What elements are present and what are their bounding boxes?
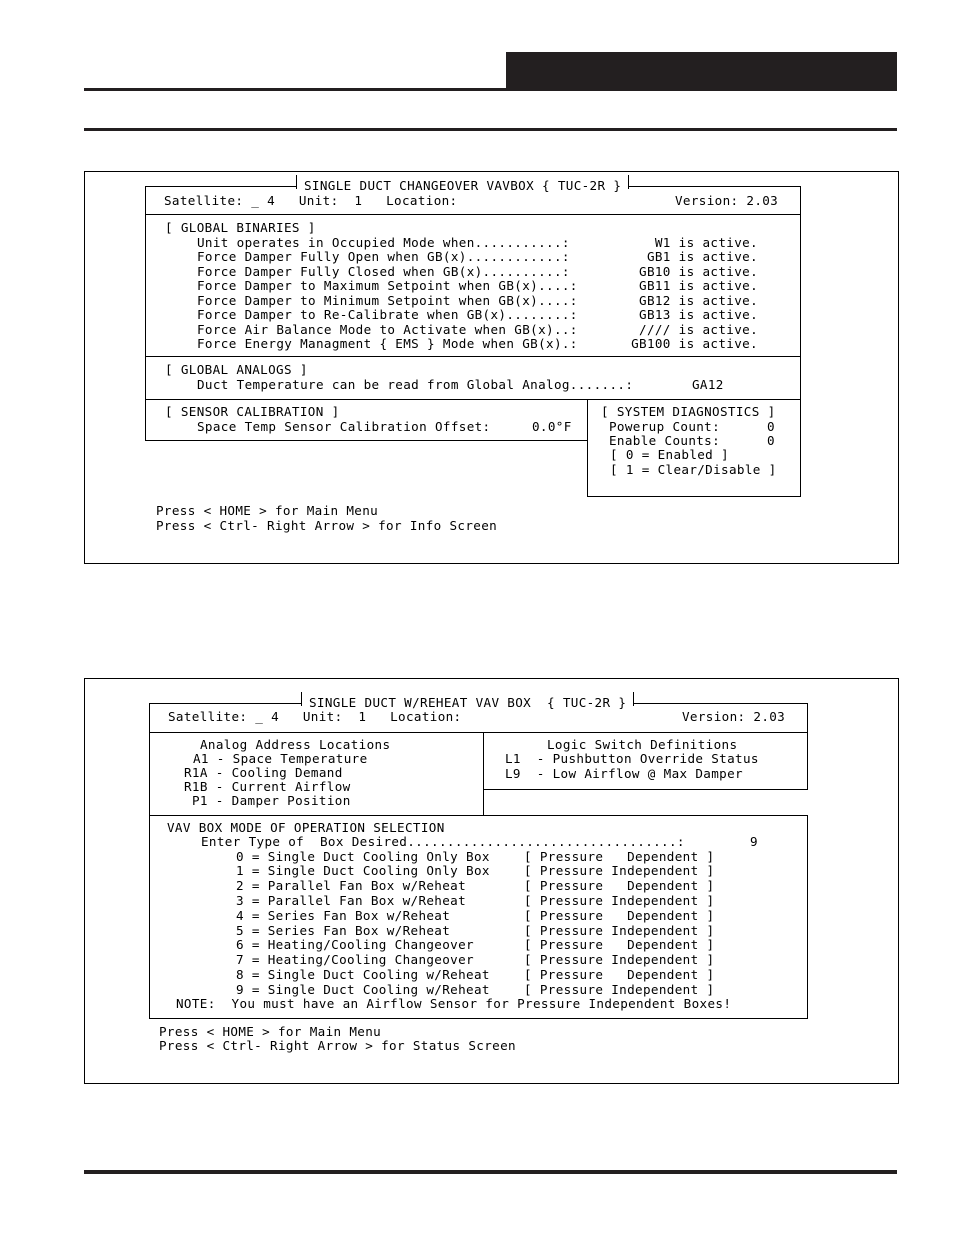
mode-option-type: [ Pressure Independent ] — [524, 863, 715, 879]
analog-row: R1A - Cooling Demand — [184, 765, 343, 780]
mode-option-type: [ Pressure Dependent ] — [524, 848, 715, 864]
binary-row-value[interactable]: W1 is active. — [654, 234, 758, 250]
screen2-status-line: Satellite: _ 4 Unit: 1 Location: — [168, 709, 462, 724]
mode-option-type: [ Pressure Dependent ] — [524, 878, 715, 894]
mode-option-label: 5 = Series Fan Box w/Reheat — [236, 922, 451, 938]
binary-row-label: Force Damper to Maximum Setpoint when GB(x)....: — [197, 278, 578, 293]
analog-row: A1 - Space Temperature — [193, 751, 368, 766]
binary-row-value[interactable]: GB12 is active. — [639, 292, 758, 308]
mode-option-label: 6 = Heating/Cooling Changeover — [236, 937, 474, 953]
header-rule — [84, 88, 897, 91]
enable-counts-label: Enable Counts: — [609, 433, 721, 448]
logic-row: L1 - Pushbutton Override Status — [505, 751, 759, 766]
binary-row-value[interactable]: //// is active. — [639, 321, 758, 337]
section-rule — [84, 128, 897, 131]
global-analogs-header: [ GLOBAL ANALOGS ] — [165, 362, 308, 377]
mode-option-type: [ Pressure Independent ] — [524, 981, 715, 997]
system-diagnostics-header: [ SYSTEM DIAGNOSTICS ] — [601, 404, 776, 419]
screen1-status-line: Satellite: _ 4 Unit: 1 Location: — [164, 193, 458, 208]
mode-option-label: 3 = Parallel Fan Box w/Reheat — [236, 892, 467, 908]
binary-row-label: Force Damper Fully Closed when GB(x)..........: — [197, 263, 570, 279]
logic-row: L9 - Low Airflow @ Max Damper — [505, 766, 743, 781]
binary-row-label: Force Air Balance Mode to Activate when GB(x)..: — [197, 321, 578, 337]
footer-rule — [84, 1170, 897, 1174]
mode-option-label: 1 = Single Duct Cooling Only Box — [236, 863, 490, 879]
mode-option-type: [ Pressure Independent ] — [524, 952, 715, 968]
mode-selected-value[interactable]: 9 — [750, 834, 758, 849]
sensor-calibration-value[interactable]: 0.0°F — [532, 419, 572, 434]
mode-option-label: 0 = Single Duct Cooling Only Box — [236, 848, 490, 864]
screen2-footer-next: Press < Ctrl- Right Arrow > for Status Screen — [159, 1038, 516, 1053]
mode-prompt: Enter Type of Box Desired..................................: — [201, 834, 685, 849]
powerup-count-label: Powerup Count: — [609, 419, 721, 434]
screen2-footer-home: Press < HOME > for Main Menu — [159, 1024, 382, 1039]
powerup-count-value: 0 — [767, 419, 775, 434]
binary-row-value[interactable]: GB100 is active. — [631, 336, 758, 351]
mode-option-label: 2 = Parallel Fan Box w/Reheat — [236, 878, 467, 894]
sensor-calibration-label: Space Temp Sensor Calibration Offset: — [197, 419, 491, 434]
screen2-version: Version: 2.03 — [682, 709, 786, 724]
sensor-calibration-header: [ SENSOR CALIBRATION ] — [165, 404, 340, 419]
mode-note: NOTE: You must have an Airflow Sensor for Pressure Independent Boxes! — [176, 996, 732, 1011]
binary-row-value[interactable]: GB10 is active. — [639, 263, 758, 279]
enable-counts-value[interactable]: 0 — [767, 433, 775, 448]
binary-row-label: Unit operates in Occupied Mode when...........: — [197, 234, 570, 250]
binary-row-label: Force Energy Managment { EMS } Mode when GB(x).: — [197, 336, 578, 351]
mode-option-type: [ Pressure Dependent ] — [524, 966, 715, 982]
logic-header: Logic Switch Definitions — [547, 737, 738, 752]
global-analogs-value[interactable]: GA12 — [692, 377, 724, 392]
mode-option-label: 8 = Single Duct Cooling w/Reheat — [236, 966, 490, 982]
mode-header: VAV BOX MODE OF OPERATION SELECTION — [167, 820, 445, 835]
diagnostics-legend-clear: [ 1 = Clear/Disable ] — [610, 462, 777, 477]
global-binaries-header: [ GLOBAL BINARIES ] — [165, 220, 316, 235]
binary-row-label: Force Damper to Minimum Setpoint when GB(x)....: — [197, 292, 578, 308]
binary-row-label: Force Damper Fully Open when GB(x)............: — [197, 249, 570, 264]
analog-row: R1B - Current Airflow — [184, 779, 351, 794]
mode-option-label: 9 = Single Duct Cooling w/Reheat — [236, 981, 490, 997]
mode-option-label: 4 = Series Fan Box w/Reheat — [236, 907, 451, 923]
screen2-title: SINGLE DUCT W/REHEAT VAV BOX { TUC-2R } — [301, 696, 634, 711]
diagnostics-legend-enabled: [ 0 = Enabled ] — [610, 447, 729, 462]
analog-row: P1 - Damper Position — [192, 793, 351, 808]
binary-row-value[interactable]: GB11 is active. — [639, 278, 758, 293]
screen1-version: Version: 2.03 — [675, 193, 779, 208]
mode-option-label: 7 = Heating/Cooling Changeover — [236, 952, 474, 968]
mode-option-type: [ Pressure Dependent ] — [524, 907, 715, 923]
mode-option-type: [ Pressure Dependent ] — [524, 937, 715, 953]
screen1-footer-home: Press < HOME > for Main Menu — [156, 503, 379, 518]
analog-header: Analog Address Locations — [200, 737, 391, 752]
global-analogs-label: Duct Temperature can be read from Global Analog.......: — [197, 377, 634, 392]
mode-option-type: [ Pressure Independent ] — [524, 922, 715, 938]
header-bar — [506, 52, 897, 88]
binary-row-value[interactable]: GB13 is active. — [639, 307, 758, 322]
screen1-footer-next: Press < Ctrl- Right Arrow > for Info Screen — [156, 518, 498, 533]
screen1-title: SINGLE DUCT CHANGEOVER VAVBOX { TUC-2R } — [296, 179, 629, 194]
binary-row-label: Force Damper to Re-Calibrate when GB(x)........: — [197, 307, 578, 322]
binary-row-value[interactable]: GB1 is active. — [646, 249, 758, 264]
screen1-status-divider — [145, 214, 801, 215]
mode-option-type: [ Pressure Independent ] — [524, 892, 715, 908]
